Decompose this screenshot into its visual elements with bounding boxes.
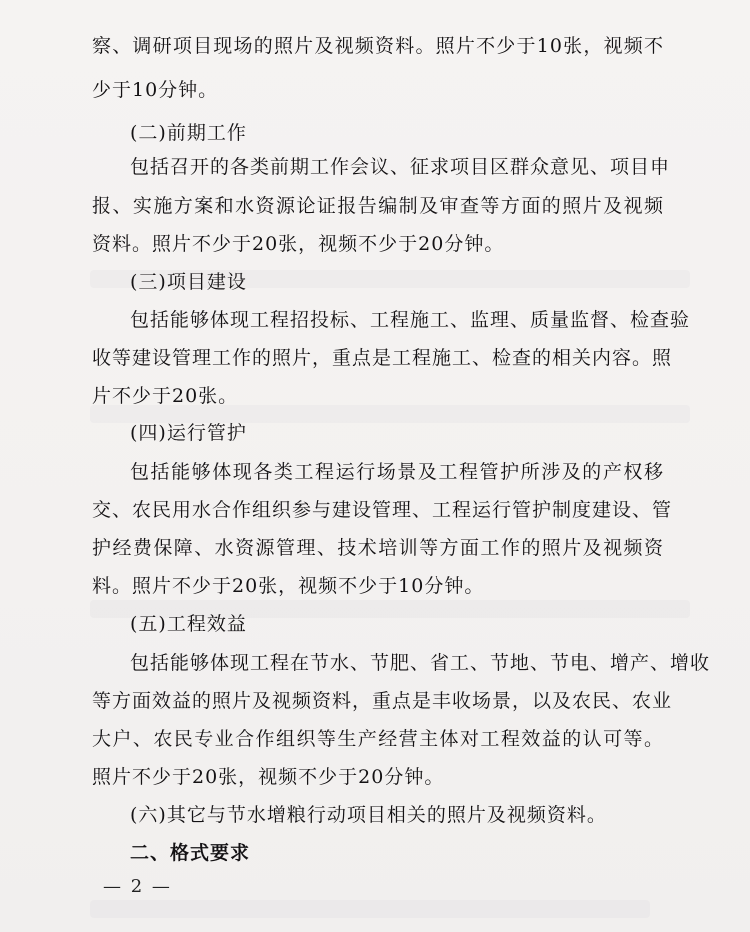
body-text-line: 护经费保障、水资源管理、技术培训等方面工作的照片及视频资 <box>92 537 664 559</box>
body-text-line: 报、实施方案和水资源论证报告编制及审查等方面的照片及视频 <box>92 195 664 217</box>
body-text-line: 收等建设管理工作的照片，重点是工程施工、检查的相关内容。照 <box>92 347 673 369</box>
body-text-line: 资料。照片不少于20张，视频不少于20分钟。 <box>92 233 505 255</box>
show-through-mark <box>90 900 650 918</box>
body-text-line: 交、农民用水合作组织参与建设管理、工程运行管护制度建设、管 <box>92 499 673 521</box>
body-text-line: 包括能够体现各类工程运行场景及工程管护所涉及的产权移 <box>130 461 664 483</box>
body-text-line: 片不少于20张。 <box>92 385 239 407</box>
body-text-line: 包括能够体现工程在节水、节肥、省工、节地、节电、增产、增收 <box>130 652 711 674</box>
subsection-heading: (四)运行管护 <box>130 422 247 444</box>
body-text-line: 料。照片不少于20张，视频不少于10分钟。 <box>92 575 485 597</box>
subsection-heading: (六)其它与节水增粮行动项目相关的照片及视频资料。 <box>130 804 607 826</box>
body-text-line: 照片不少于20张，视频不少于20分钟。 <box>92 766 445 788</box>
subsection-heading: (二)前期工作 <box>130 122 247 144</box>
section-heading: 二、格式要求 <box>130 842 251 864</box>
subsection-heading: (五)工程效益 <box>130 613 247 635</box>
body-text-line: 察、调研项目现场的照片及视频资料。照片不少于10张，视频不 <box>92 35 664 57</box>
page-number: — 2 — <box>103 876 172 897</box>
body-text-line: 包括召开的各类前期工作会议、征求项目区群众意见、项目申 <box>130 156 671 178</box>
body-text-line: 等方面效益的照片及视频资料，重点是丰收场景，以及农民、农业 <box>92 690 673 712</box>
subsection-heading: (三)项目建设 <box>130 271 247 293</box>
body-text-line: 大户、农民专业合作组织等生产经营主体对工程效益的认可等。 <box>92 728 664 750</box>
body-text-line: 包括能够体现工程招投标、工程施工、监理、质量监督、检查验 <box>130 309 691 331</box>
body-text-line: 少于10分钟。 <box>92 79 219 101</box>
